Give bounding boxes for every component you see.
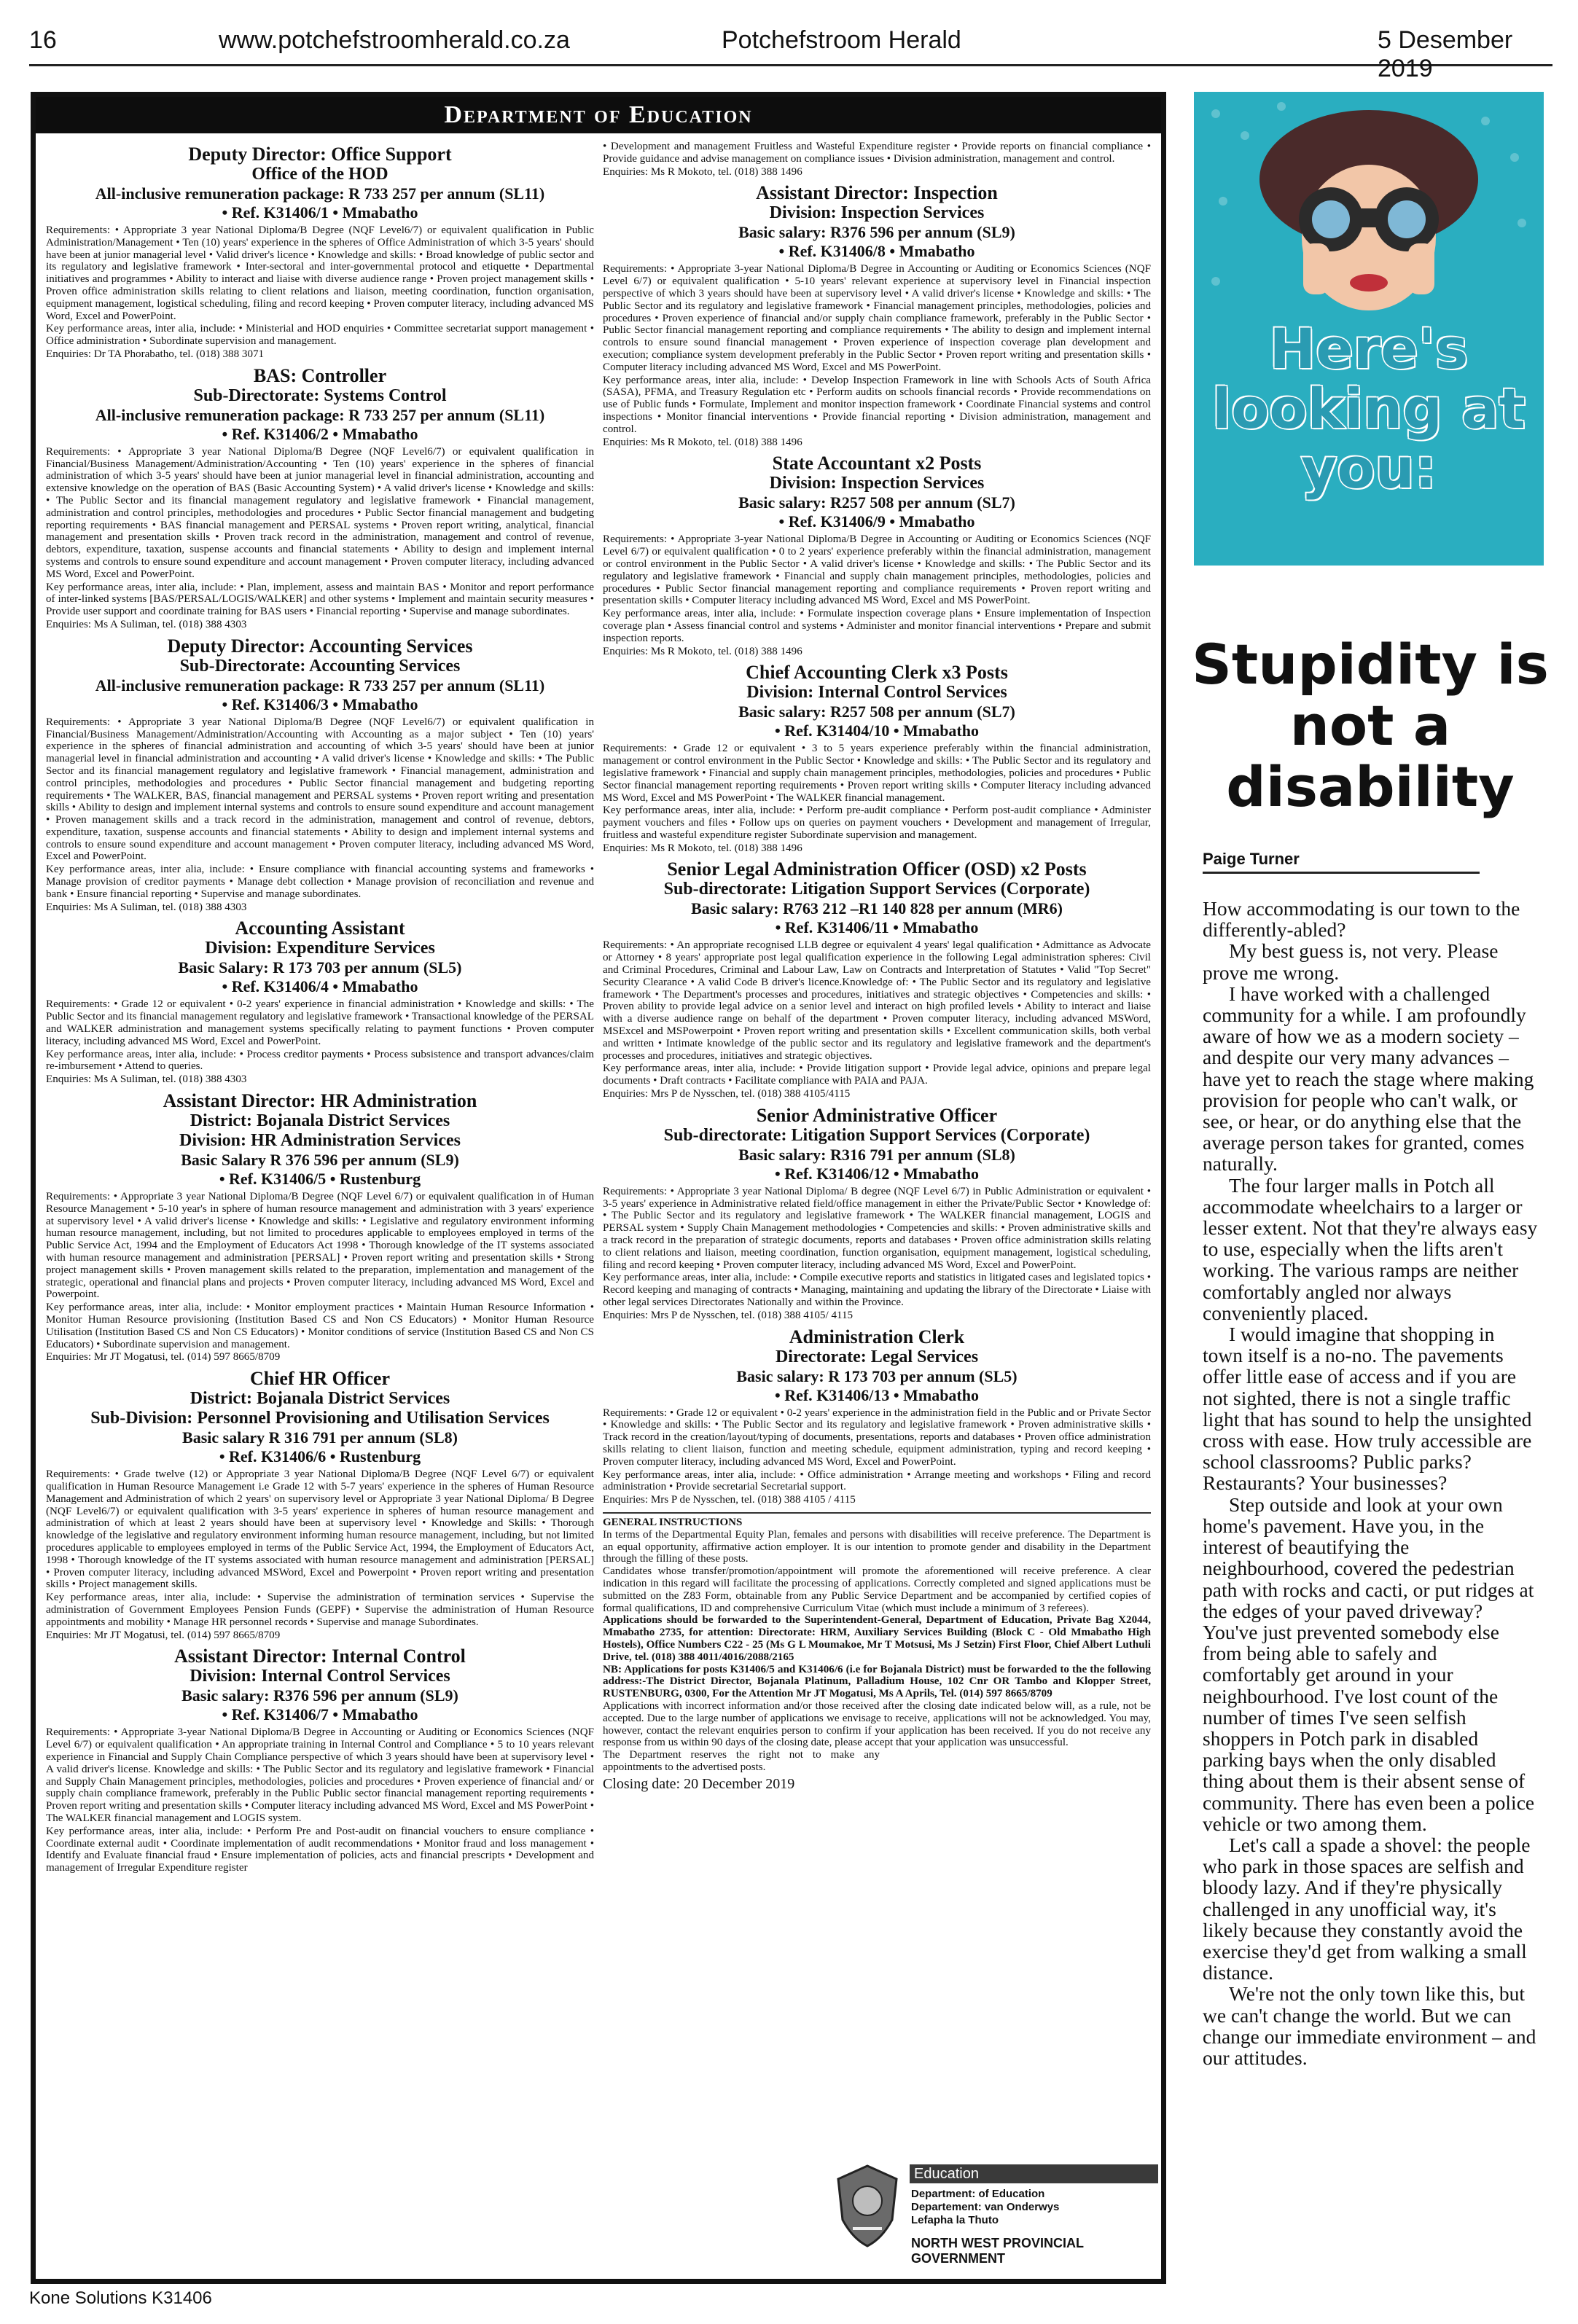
post-key-areas: Key performance areas, inter alia, include: • Plan, implement, assess and maintain BAS • Monitor and report performance of inter-linked systems [BAS/PERSAL/LOGIS/WALKER] and other systems • Implement and maintain security measures • Provide user support and coordinate training for BAS users • Financial reporting • Supervise and manage subordinates. [46,581,594,618]
paper-name: Potchefstroom Herald [722,26,961,54]
post-reference: • Ref. K31406/9 • Mmabatho [778,512,975,531]
post-title: State Accountant x2 Posts [772,453,982,474]
job-post [603,1105,1151,1322]
post-title: Administration Clerk [789,1326,965,1347]
post-requirements: Requirements: • Appropriate 3 year National Diploma/B Degree (NQF Level 6/7) or equivalent qualification in of Human Resource Management • 5-10 year's in sphere of human resource management and administration with 3 years' experience at supervisory level • A valid driver's license • Knowledge and skills: • Legislative and regulatory environment informing human resource management, including, but not limited to procedures applicable to employees employed in terms of the Public Service Act, 1994 and the Employment of Educators Act 1998 • Thorough knowledge of the IT systems associated with human resource management and administration [PERSAL] • Proven report writing and presentation skills • Strong project management skills • Proven management skills related to the preparation, implementation and management of the strategic, operational and financial plans and projects • Proven computer literacy, including advanced MS Word, Excel and Powerpoint. [46,1191,594,1301]
job-post [46,365,594,631]
post-key-areas: Key performance areas, inter alia, include: • Provide litigation support • Provide legal advice, opinions and prepare legal documents • Draft contracts • Facilitate compliance with PAIA and PAJA. [603,1063,1151,1087]
sig-line-2: Departement: van Onderwys [911,2201,1060,2213]
sig-line-3: Lefapha la Thuto [911,2214,999,2226]
page-number: 16 [29,26,57,54]
post-title: Accounting Assistant [235,918,405,939]
post-requirements: Requirements: • An appropriate recognised LLB degree or equivalent 4 years' legal qualification • Admittance as Advocate or Attorney • 8 years' appropriate post legal qualification experience in the following Legal administration spheres: Civil and Criminal Procedures, Criminal and Labour Law, Law on Contracts and Interpretation of Statutes • Valid "Top Secret" Security Clearance • A valid Code B driver's licence.Knowledge of: • The Public Sector and its regulatory and legislative framework • The Department's processes and procedures, initiatives and strategic objectives • Competencies and skills: • Proven ability to provide legal advice on a senior level and interact on high profiled levels • Ability to interact and liaise with a diverse audience range on behalf of the department • Proven computer literacy, including advanced MSWord, MSExcel and MSPowerpoint • Proven report writing and presentation skills • Excellent communication skills, both verbal and written • Intimate knowledge of the public sector and its regulatory and legislative framework and the department's processes and procedures, initiatives and strategic objectives. [603,939,1151,1062]
column-body [1203,898,1538,2068]
post-salary: Basic Salary: R 173 703 per annum (SL5) [178,958,462,977]
post-division: Division: Inspection Services [769,474,985,493]
general-p1: In terms of the Departmental Equity Plan, females and persons with disabilities will receive preference. The Department is an equal opportunity, affirmative action employer. It is our intention to promote gender and disability in the Department through the filling of these posts. [603,1528,1151,1565]
byline: Paige Turner [1203,850,1300,868]
post-requirements: Requirements: • Appropriate 3-year National Diploma/B Degree in Accounting or Auditing or Economics Sciences (NQF Level 6/7) or equivalent qualification • 0 to 2 years' experience preferably within the financial administration, management or control environment in the Public Sector • A valid driver's license • Knowledge and skills: • The Public Sector and its regulatory and legislative framework • Financial and supply chain management principles, methodologies, policies and procedures • Public Sector financial management reporting and compliance requirements • Proven report writing and presentation skills • Computer literacy including advanced MS Word, Excel and MS PowerPoint. [603,533,1151,607]
post-division: Division: HR Administration Services [179,1131,461,1151]
post-enquiries: Enquiries: Mr JT Mogatusi, tel. (014) 597 8665/8709 [46,1629,281,1641]
masthead [29,22,1552,82]
post-key-areas: Key performance areas, inter alia, include: • Ensure compliance with financial accounting systems and frameworks • Manage provision of creditor payments • Manage debt collection • Manage provision of reconciliation and revenue and bank • Ensure financial reporting • Supervise and manage subordinates. [46,864,594,900]
post-key-areas: Key performance areas, inter alia, include: • Perform pre-audit compliance • Perform post-audit compliance • Administer payment vouchers and files • Follow ups on queries on payment vouchers • Development and management of Irregular, fruitless and wasteful expenditure register Subordinate supervision and management. [603,805,1151,841]
post-reference: • Ref. K31406/12 • Mmabatho [775,1164,979,1183]
job-post [603,858,1151,1100]
post-division: Division: Internal Control Services [190,1667,450,1686]
post-key-areas: Key performance areas, inter alia, include: • Monitor employment practices • Maintain Human Resource Information • Monitor Human Resource provisioning (Institution Based CS and Non CS Educators) • Monitor Human Resource Utilisation (Institution Based CS and Non CS Educators) • Monitor conditions of service (Institution Based CS and Non CS Educators) • Subordinate supervision and management. [46,1302,594,1350]
ad-footer: Kone Solutions K31406 [29,2288,212,2308]
post-key-areas: Key performance areas, inter alia, include: • Ministerial and HOD enquiries • Committee secretariat support management • Office administration • Subordinate supervision and management. [46,323,594,348]
job-post [46,918,594,1086]
post-title: Assistant Director: HR Administration [163,1090,477,1112]
post-enquiries: Enquiries: Mrs P de Nysschen, tel. (018) 388 4105/4115 [603,1088,851,1100]
byline-rule [1203,872,1480,874]
job-post [46,1368,594,1641]
job-post [603,1326,1151,1506]
post-division: District: Bojanala District Services [190,1111,450,1131]
job-post [46,1646,594,1874]
post-salary: Basic salary: R376 596 per annum (SL9) [181,1686,458,1705]
headline: Stupidity is not a disability [1192,632,1549,819]
post-key-areas: Key performance areas, inter alia, include: • Compile executive reports and statistics in litigated cases and legislated topics • Record keeping and managing of contracts • Managing, maintaining and updating the library of the Directorate • Liaise with other legal services Directorates Nationally and within the Province. [603,1272,1151,1309]
job-post [46,1090,594,1364]
post-reference: • Ref. K31406/2 • Mmabatho [222,424,418,443]
post-enquiries: Enquiries: Ms R Mokoto, tel. (018) 388 1496 [603,645,802,657]
post-requirements: Requirements: • Appropriate 3 year National Diploma/ B degree (NQF Level 6/7) in Public Administration or equivalent • 3-5 years' experience in Administrative related field/office management in either the Private/Public Sector • Knowledge of: • The Public Sector and its regulatory and legislative framework • The WALKER financial management, LOGIS and PERSAL system • Supply Chain Management methodologies • Competencies and skills: • Proven administrative skills and a track record in the preparation of strategic documents, reports and databases • Proven office administration skills relating to client relations and liaison, meeting coordination, function organisation, equipment management, logistical scheduling, filing and record keeping • Proven computer literacy, including advanced MS Word, Excel and PowerPoint. [603,1185,1151,1271]
post-requirements: Requirements: • Appropriate 3 year National Diploma/B Degree (NQF Level6/7) or equivalent qualification in Financial/Business Management/Administration/Accounting • Ten (10) years' experience in the spheres of financial administration of which 3-5 years' should have been at junior managerial level in financial administration, accounting and extensive knowledge on the operation of BAS (Basic Accounting System) • A valid driver's license • Knowledge and skills: • The Public Sector and its financial management regulatory and legislative framework • Financial management, administration and control principles, methodologies and procedures • Public Sector financial management and budgeting reporting requirements • BAS financial management and PERSAL systems • Proven report writing, analytical, financial management and presentation skills • Proven track record in the administration, management and control of revenue, debtors, expenditure, taxation, suspense accounts and financial statements • Ability to design and implement internal systems and controls to ensure sound expenditure and account management • Proven computer literacy, including advanced MS Word, Excel and PowerPoint. [46,445,594,580]
post-enquiries: Enquiries: Ms A Suliman, tel. (018) 388 4303 [46,1073,247,1086]
job-post [46,144,594,361]
post-reference: • Ref. K31406/7 • Mmabatho [222,1705,418,1724]
general-p3: Applications should be forwarded to the Superintendent-General, Department of Education, Private Bag X2044, Mmabatho 2735, for attention: Directorate: HRM, Auxiliary Services Building (Block C - Old Mmabatho High Hostels), Office Numbers C22 - 25 (Ms G L Moumakoe, Mr T Motsusi, Ms J Setzin) First Floor, Chief Albert Luthuli Drive, tel. (018) 388 4011/4016/2088/2165 [603,1614,1151,1663]
post-division: Division: Inspection Services [769,203,985,223]
post-requirements: Requirements: • Grade twelve (12) or Appropriate 3 year National Diploma/B Degree (NQF Level 6/7) or equivalent qualification in Human Resource Management i.e Grade 12 with 5-7 years' experience in the spheres of Human Resource Management and Administration of which 2 years' on supervisory level or Appropriate 3 year National Diploma/ B Degree (NQF Level6/7) or equivalent qualification with 3-5 years' experience in spheres of human resource management and administration of which at least 2 years should have been at supervisory level • Knowledge and Skills: • Thorough knowledge of the legislative and regulatory environment informing human resource management, including, but not limited procedures applicable to employees employed in terms of the Public Service Act, 1994, the Employment of Educators Act, 1998 • Thorough knowledge of the IT systems associated with human resource management and administration [PERSAL] • Proven computer literacy, including advanced MSWord, Excel and Powerpoint • Proven report writing and presentation skills • Project management skills. [46,1468,594,1591]
post-salary: Basic salary: R257 508 per annum (SL7) [738,703,1015,721]
post-reference: • Ref. K31406/3 • Mmabatho [222,695,418,713]
post-salary: Basic salary: R257 508 per annum (SL7) [738,493,1015,512]
post-salary: Basic salary: R316 791 per annum (SL8) [738,1145,1015,1164]
post-salary: Basic salary: R 173 703 per annum (SL5) [736,1366,1018,1385]
post-title: Assistant Director: Inspection [756,182,998,204]
post-title: Deputy Director: Accounting Services [167,635,473,657]
post-key-areas: Key performance areas, inter alia, include: • Process creditor payments • Process subsistence and transport advances/claim re-imbursement • Attend to queries. [46,1048,594,1073]
column-paragraph: I would imagine that shopping in town itself is a no-no. The pavements offer little ease of access and if you are not sighted, there is not a single traffic light that has sound to help the unsighted cross with ease. How truly accessible are school classrooms? Public parks? Restaurants? Your businesses? [1203,1323,1532,1495]
post-enquiries: Enquiries: Mr JT Mogatusi, tel. (014) 597 8665/8709 [46,1351,281,1364]
post-requirements: Requirements: • Grade 12 or equivalent • 3 to 5 years experience preferably within the financial administration, management or control environment in the Public Sector • Knowledge and skills: • The Public Sector and its regulatory and legislative framework • Financial and supply chain management principles, methodologies, policies and procedures • Public Sector financial management reporting requirements • Proven report writing skills • Computer literacy including advanced MS Word, Excel and MS PowerPoint • The WALKER financial management. [603,743,1151,804]
post-enquiries: Enquiries: Ms R Mokoto, tel. (018) 388 1496 [603,842,802,854]
general-p2: Candidates whose transfer/promotion/appointment will promote the aforementioned will receive preference. A clear indication in this regard will facilitate the processing of applications. Correctly completed and signed applications must be submitted on the Z83 Form, obtainable from any Public Service Department and be accompanied by certified copies of formal qualifications, ID and comprehensive Curriculum Vitae (which must include a minimum of 3 referees). [603,1565,1151,1614]
general-p4: NB: Applications for posts K31406/5 and K31406/6 (i.e for Bojanala District) must be forwarded to the the following address:-The District Director, Bojanala Platinum, Palladium House, 102 Cnr OR Tambo and Klopper Street, RUSTENBURG, 0300, For the Attention Mr JT Mogatusi, Ms A Aprils, Tel. (014) 597 8665/8709 [603,1663,1151,1700]
general-p5: Applications with incorrect information and/or those received after the closing date indicated below will, as a rule, not be accepted. Due to the large number of applications we envisage to receive, applications will not be acknowledged. You may, however, contact the relevant enquiries person to confirm if your application has been received. If you do not receive any response from us within 90 days of the closing date, please accept that your application was unsuccessful. [603,1699,1151,1749]
post-salary: Basic salary: R376 596 per annum (SL9) [738,223,1015,242]
post-title: BAS: Controller [253,364,387,386]
post-division: Sub-Division: Personnel Provisioning and Utilisation Services [90,1409,550,1428]
job-post [603,662,1151,854]
post-title: Deputy Director: Office Support [188,144,452,165]
post-requirements: Requirements: • Appropriate 3-year National Diploma/B Degree in Accounting or Auditing or Economics Sciences (NQF Level 6/7) or equivalent qualification • 5-10 years' relevant experience at supervisory level in Financial inspection perspective of which 3 years should have been at supervisory level • A valid driver's license • Knowledge and skills: • The Public Sector and its regulatory and legislative framework • Financial management principles, methodologies, policies and procedures • Proven experience of financial and/or supply chain compliance framework, preferably in the Public Sector • Public Sector financial management reporting and compliance requirements • The ability to design and implement internal controls to ensure sound financial management • Proven experience of inspection coverage plan development and execution; compliance system development preferably in the Public Sector • Proven report writing and presentation skills • Computer literacy including advanced MS Word, Excel and MS PowerPoint. [603,263,1151,373]
post-reference: • Ref. K31406/11 • Mmabatho [775,918,979,937]
post-division: Division: Expenditure Services [205,939,435,958]
job-post [603,453,1151,657]
post-division: Division: Internal Control Services [746,683,1007,703]
sig-line-1: Department: of Education [911,2188,1045,2200]
post-enquiries: Enquiries: Mrs P de Nysschen, tel. (018) 388 4105/ 4115 [603,1309,854,1321]
post-division: District: Bojanala District Services [190,1389,450,1409]
post-title: Senior Administrative Officer [756,1104,998,1126]
post-requirements: Requirements: • Grade 12 or equivalent • 0-2 years' experience in financial administration • Knowledge and skills: • The Public Sector and its financial management regulatory and legislative framework • Transactional knowledge of the PERSAL and WALKER administration and management systems specifically relating to payment functions • Proven computer literacy, including advanced MS Word, Excel and PowerPoint. [46,998,594,1047]
general-heading: GENERAL INSTRUCTIONS [603,1512,1151,1529]
post-division: Directorate: Legal Services [775,1347,979,1366]
post-reference: • Ref. K31406/1 • Mmabatho [222,203,418,222]
post-reference: • Ref. K31406/4 • Mmabatho [222,977,418,996]
post-division: Sub-Directorate: Accounting Services [179,656,461,676]
post-title: Chief Accounting Clerk x3 Posts [746,662,1008,684]
post-reference: • Ref. K31404/10 • Mmabatho [775,721,979,740]
column-logo-title: Here's looking at you: [1212,316,1526,501]
post-salary: All-inclusive remuneration package: R 733 257 per annum (SL11) [95,676,545,695]
post-title: Assistant Director: Internal Control [174,1646,466,1667]
post-salary: Basic salary: R763 212 –R1 140 828 per annum (MR6) [691,899,1063,918]
closing-date: Closing date: 20 December 2019 [603,1775,795,1792]
post-requirements: Requirements: • Appropriate 3 year National Diploma/B Degree (NQF Level6/7) or equivalent qualification in Public Administration/Management • Ten (10) years' experience in the spheres of Office Administration of which 3-5 years' should have been at junior managerial level • Valid driver's licence • Knowledge and skills: • Broad knowledge of public sector and its regulatory and legislative framework • Inter-sectoral and inter-governmental protocol and etiquette • Departmental initiatives and programmes • Ability to interact and liaise with diverse audience range • Proven project management skills • Proven office administration skills relating to client relations and liaison, meeting coordination, function organisation, equipment management, logistical scheduling, filing and record keeping • Proven computer literacy, including advanced MS Word, Excel and PowerPoint. [46,224,594,322]
post-enquiries: Enquiries: Ms A Suliman, tel. (018) 388 4303 [46,618,247,630]
education-bar: Education [910,2164,1158,2183]
post-enquiries: Enquiries: Ms A Suliman, tel. (018) 388 4303 [46,901,247,913]
column-paragraph: Let's call a spade a shovel: the people who park in those spaces are selfish and bloody lazy. And if they're physically challenged in any unofficial way, it's likely because they constantly avoid the exercise they'd get from walking a small distance. [1203,1833,1531,1984]
post-enquiries: Enquiries: Ms R Mokoto, tel. (018) 388 1496 [603,436,802,448]
post-key-areas: Key performance areas, inter alia, include: • Office administration • Arrange meeting and workshops • Filing and record administration • Provide secretarial Secretarial support. [603,1468,1151,1493]
advert-header: Department of Education [36,97,1161,133]
post-enquiries: Enquiries: Mrs P de Nysschen, tel. (018) 388 4105 / 4115 [603,1494,856,1506]
column-paragraph: My best guess is, not very. Please prove me wrong. [1203,939,1499,984]
post-requirements: Requirements: • Appropriate 3 year National Diploma/B Degree (NQF Level6/7) or equivalent qualification in Financial/Business Management/Administration/Accounting with Accounting as a major subject • Ten (10) years' experience in the spheres of financial administration and accounting of which 3-5 years' should have been at junior managerial level in financial administration and accounting • A valid driver's license • Knowledge and skills: • The Public Sector and its financial management regulatory and legislative framework • Financial management, administration and control principles, methodologies and procedures • Public Sector financial management and budgeting reporting requirements • The WALKER, BAS, financial management and PERSAL systems • Proven report writing and presentation skills • Ability to design and implement internal systems and controls to ensure sound expenditure and account management • Proven management skills and a track record in the administration, management and control of revenue, debtors, expenditure, taxation, suspense accounts and financial statements • Ability to design and implement internal systems and controls to ensure sound expenditure and account management • Proven computer literacy, including advanced MS Word, Excel and PowerPoint. [46,716,594,863]
post-enquiries: Enquiries: Dr TA Phorabatho, tel. (018) 388 3071 [46,348,265,360]
post-division: Office of the HOD [251,165,388,184]
post-salary: All-inclusive remuneration package: R 733 257 per annum (SL11) [95,405,545,424]
column-paragraph: Step outside and look at your own home's pavement. Have you, in the interest of beautifying the neighbourhood, covered the pedestrian path with rocks and cacti, or put ridges at the edges of your paved driveway? You've just prevented somebody else from being able to safely and comfortably get around in your neighbourhood. I've lost count of the number of times I've seen selfish shoppers in Potch park in disabled parking bays when the only disabled thing about them is their absent sense of community. There has even been a police vehicle or two among them. [1203,1492,1535,1835]
post-reference: • Ref. K31406/8 • Mmabatho [778,242,975,261]
post-key-areas: Key performance areas, inter alia, include: • Perform Pre and Post-audit on financial vouchers to ensure compliance • Coordinate external audit • Coordinate implementation of audit recommendations • Monitor fraud and loss management • Identify and Evaluate financial fraud • Ensure implementation of policies, acts and financial prescripts • Development and management of Irregular Expenditure register [46,1825,594,1874]
provincial-government: NORTH WEST PROVINCIAL GOVERNMENT [911,2236,1084,2266]
advert-column-right [603,141,1151,1791]
post-salary: Basic Salary R 376 596 per annum (SL9) [181,1151,459,1170]
post-division: Sub-directorate: Litigation Support Services (Corporate) [663,1125,1090,1145]
department-advert [31,92,1166,2284]
post-title: Chief HR Officer [249,1368,391,1390]
column-paragraph: We're not the only town like this, but we can't change the world. But we can change our immediate environment – and our attitudes. [1203,1982,1536,2069]
post-requirements: Requirements: • Grade 12 or equivalent • 0-2 years' experience in the administration field in the Public and or Private Sector • Knowledge and skills: • The Public Sector and its regulatory and legislative framework • Proven administrative skills • Track record in the creation/layout/typing of documents, presentations, reports and databases • Proven office administration skills relating to client liaison, function and meeting schedule, equipment administration, typing and record keeping • Proven computer literacy, including advanced MS Word, Excel and PowerPoint. [603,1406,1151,1468]
post-key-areas: Key performance areas, inter alia, include: • Develop Inspection Framework in line with Schools Acts of South Africa (SASA), PFMA, and Treasury Regulation etc • Perform audits on schools financial records • Provide recommendations on use of Public funds • Formulate, Implement and monitor inspection framework • Coordinate Financial systems and control inspections • Monitor financial interventions • Provide financial reporting • Division administration, management and control. [603,374,1151,435]
post-salary: Basic salary R 316 791 per annum (SL8) [182,1428,458,1447]
post-reference: • Ref. K31406/13 • Mmabatho [775,1385,979,1404]
post-reference: • Ref. K31406/6 • Rustenburg [219,1447,421,1466]
post-requirements: Requirements: • Appropriate 3-year National Diploma/B Degree in Accounting or Auditing or Economics Sciences (NQF Level 6/7) or equivalent qualification • An appropriate training in Internal Control and Compliance • 5 to 10 years relevant experience in Financial and Supply Chain Compliance perspective of which 3 years should have been at supervisory level • A valid driver's license. Knowledge and skills: • The Public Sector and its regulatory and legislative framework • Financial and Supply Chain Management principles, methodologies, policies and procedures • Proven experience of financial and/ or supply chain compliance framework, preferably in the Public Public sector financial management reporting requirements • Proven report writing and presentation skills • Computer literacy including advanced MS Word, Excel and MS PowerPoint • The WALKER financial management and LOGIS system. [46,1726,594,1824]
column-paragraph: I have worked with a challenged community for a while. I am profoundly aware of how we as a modern society – and despite our very many advances – have yet to reach the stage where making provision for people who can't walk, or see, or hear, or do anything else that the average person takes for granted, comes naturally. [1203,982,1534,1175]
job-post [46,635,594,914]
post-division: Sub-Directorate: Systems Control [193,386,447,405]
coat-of-arms-icon [831,2163,904,2249]
general-instructions [603,1512,1151,1791]
issue-date: 5 Desember 2019 [1378,26,1513,82]
post-key-areas: Key performance areas, inter alia, include: • Supervise the administration of termination services • Supervise the administration of Government Employees Pension Funds (GEPF) • Supervise the administration of Human Resource appointments and mobility • Manage HR personnel records • Supervise and manage Subordinates. [46,1592,594,1628]
government-signature [831,2163,1159,2266]
column-paragraph: How accommodating is our town to the differently-abled? [1203,897,1520,942]
site-url[interactable]: www.potchefstroomherald.co.za [219,26,570,54]
advert-column-left [46,141,594,1875]
post-key-areas: Key performance areas, inter alia, include: • Formulate inspection coverage plans • Ensure implementation of Inspection coverage plan • Assess financial control and systems • Administer and monitor financial interventions • Prepare and submit inspection reports. [603,608,1151,644]
post-title: Senior Legal Administration Officer (OSD) x2 Posts [667,858,1087,880]
lead-text: • Development and management Fruitless and Wasteful Expenditure register • Provide reports on financial compliance • Provide guidance and advise management on compliance issues • Division administration, management and control. [603,141,1151,165]
lead-enquiries: Enquiries: Ms R Mokoto, tel. (018) 388 1496 [603,165,802,178]
post-reference: • Ref. K31406/5 • Rustenburg [219,1170,421,1189]
general-p6: The Department reserves the right not to make any appointments to the advertised posts. [603,1749,880,1773]
post-salary: All-inclusive remuneration package: R 733 257 per annum (SL11) [95,184,545,203]
column-paragraph: The four larger malls in Potch all accommodate wheelchairs to a larger or lesser extent. Not that they're always easy to use, especially when the lifts aren't working. The various ramps are neither comfortably angled nor always conveniently placed. [1203,1173,1538,1324]
job-post [603,182,1151,448]
post-division: Sub-directorate: Litigation Support Services (Corporate) [663,880,1090,899]
